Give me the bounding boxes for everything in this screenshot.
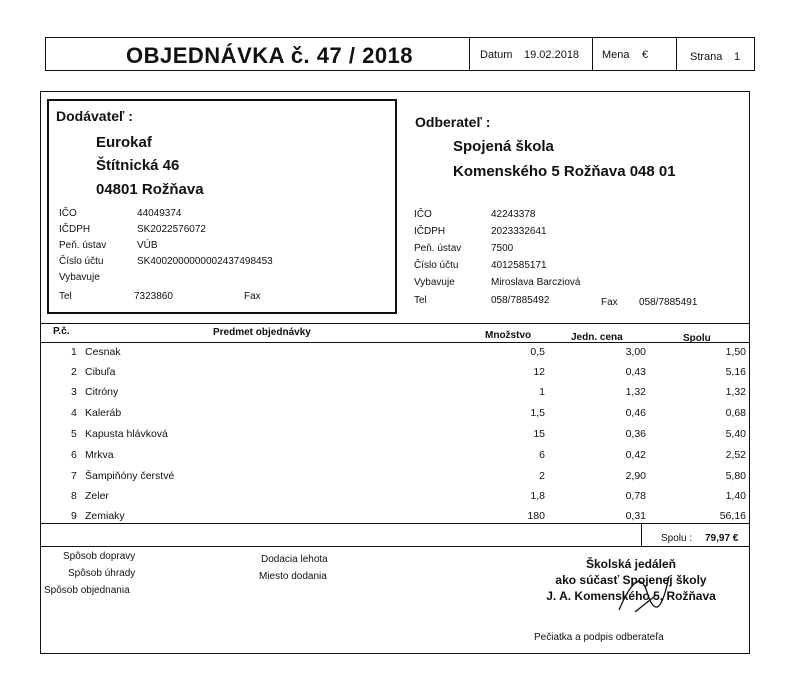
row-total: 5,16	[725, 366, 746, 378]
row-item: Zemiaky	[85, 510, 125, 522]
row-number: 1	[71, 346, 77, 358]
strana-value: 1	[734, 51, 741, 63]
row-item: Šampiňóny čerstvé	[85, 470, 175, 482]
customer-address: Komenského 5 Rožňava 048 01	[453, 163, 676, 180]
row-unit: 0,46	[625, 407, 646, 419]
row-qty: 0,5	[530, 346, 545, 358]
sum-label: Spolu :	[661, 533, 693, 544]
customer-account-label: Číslo účtu	[414, 260, 459, 271]
row-number: 4	[71, 407, 77, 419]
col-header-qty: Množstvo	[485, 330, 532, 341]
row-total: 5,80	[725, 470, 746, 482]
order-frame	[40, 91, 750, 654]
supplier-name: Eurokaf	[96, 134, 152, 151]
mena-value: €	[642, 49, 649, 61]
stamp-line-3: J. A. Komenského 5, Rožňava	[546, 589, 716, 603]
row-unit: 0,78	[625, 490, 646, 502]
signature-scribble	[611, 562, 681, 622]
supplier-icdph-label: IČDPH	[59, 224, 91, 235]
signature-label: Pečiatka a podpis odberateľa	[534, 632, 664, 643]
row-qty: 6	[539, 449, 545, 461]
customer-bank-value: 7500	[491, 243, 514, 254]
row-qty: 180	[527, 510, 545, 522]
header-bar	[45, 37, 755, 71]
customer-tel-label: Tel	[414, 295, 427, 306]
row-qty: 1	[539, 386, 545, 398]
table-row	[41, 383, 749, 403]
col-header-item: Predmet objednávky	[213, 327, 311, 338]
col-header-pc: P.č.	[53, 326, 70, 337]
stamp-line-2: ako súčasť Spojenej školy	[555, 573, 707, 587]
strana-label: Strana	[690, 51, 723, 63]
row-qty: 1,5	[530, 407, 545, 419]
row-qty: 1,8	[530, 490, 545, 502]
supplier-fax-label: Fax	[244, 291, 261, 302]
items-table	[41, 343, 749, 529]
row-total: 56,16	[719, 510, 746, 522]
row-unit: 0,43	[625, 366, 646, 378]
supplier-vybavuje-label: Vybavuje	[59, 272, 100, 283]
customer-vybavuje-label: Vybavuje	[414, 277, 455, 288]
sposob-objednania: Spôsob objednania	[44, 585, 130, 596]
table-row	[41, 404, 749, 424]
row-number: 2	[71, 366, 77, 378]
customer-icdph-value: 2023332641	[491, 226, 547, 237]
row-item: Kapusta hlávková	[85, 428, 168, 440]
row-item: Cesnak	[85, 346, 121, 358]
row-number: 9	[71, 510, 77, 522]
row-total: 1,32	[725, 386, 746, 398]
table-row	[41, 343, 749, 363]
page-title: OBJEDNÁVKA č. 47 / 2018	[126, 43, 414, 68]
sum-value: 79,97 €	[705, 533, 739, 544]
supplier-bank-label: Peň. ústav	[59, 240, 107, 251]
dodacia-lehota: Dodacia lehota	[261, 554, 328, 565]
supplier-city: 04801 Rožňava	[96, 181, 204, 198]
row-total: 5,40	[725, 428, 746, 440]
datum-value: 19.02.2018	[524, 49, 580, 61]
customer-fax-label: Fax	[601, 297, 618, 308]
supplier-icdph-value: SK2022576072	[137, 224, 206, 235]
row-item: Kaleráb	[85, 407, 122, 419]
customer-tel-value: 058/7885492	[491, 295, 550, 306]
col-header-total: Spolu	[683, 333, 711, 344]
row-qty: 12	[533, 366, 545, 378]
row-unit: 2,90	[625, 470, 646, 482]
table-row	[41, 425, 749, 445]
customer-vybavuje-value: Miroslava Barcziová	[491, 277, 581, 288]
row-qty: 15	[533, 428, 545, 440]
row-item: Cibuľa	[85, 366, 116, 378]
row-number: 3	[71, 386, 77, 398]
row-total: 1,50	[725, 346, 746, 358]
row-number: 6	[71, 449, 77, 461]
col-header-unit: Jedn. cena	[571, 332, 623, 343]
supplier-heading: Dodávateľ :	[56, 108, 133, 124]
miesto-dodania: Miesto dodania	[259, 571, 327, 582]
sposob-dopravy: Spôsob dopravy	[63, 551, 136, 562]
mena-label: Mena	[602, 49, 630, 61]
row-unit: 0,36	[625, 428, 646, 440]
row-item: Citróny	[85, 386, 119, 398]
customer-heading: Odberateľ :	[415, 114, 491, 130]
customer-bank-label: Peň. ústav	[414, 243, 462, 254]
row-number: 5	[71, 428, 77, 440]
customer-ico-label: IČO	[414, 209, 432, 220]
customer-name: Spojená škola	[453, 138, 554, 155]
supplier-box	[47, 99, 397, 314]
row-item: Mrkva	[85, 449, 114, 461]
row-total: 0,68	[725, 407, 746, 419]
row-unit: 3,00	[625, 346, 646, 358]
row-item: Zeler	[85, 490, 109, 502]
row-total: 2,52	[725, 449, 746, 461]
supplier-ico-value: 44049374	[137, 208, 182, 219]
supplier-account-label: Číslo účtu	[59, 256, 104, 267]
supplier-tel-value: 7323860	[134, 291, 173, 302]
table-row	[41, 446, 749, 466]
supplier-street: Štítnická 46	[96, 157, 180, 174]
supplier-account-value: SK4002000000002437498453	[137, 256, 273, 267]
sposob-uhrady: Spôsob úhrady	[68, 568, 136, 579]
table-row	[41, 507, 749, 527]
row-unit: 1,32	[625, 386, 646, 398]
row-number: 8	[71, 490, 77, 502]
table-row	[41, 487, 749, 507]
table-row	[41, 363, 749, 383]
customer-fax-value: 058/7885491	[639, 297, 698, 308]
supplier-ico-label: IČO	[59, 208, 77, 219]
datum-label: Datum	[480, 49, 513, 61]
customer-ico-value: 42243378	[491, 209, 536, 220]
row-unit: 0,42	[625, 449, 646, 461]
supplier-bank-value: VÚB	[137, 240, 158, 251]
table-row	[41, 467, 749, 487]
stamp-line-1: Školská jedáleň	[585, 557, 677, 571]
row-total: 1,40	[725, 490, 746, 502]
customer-account-value: 4012585171	[491, 260, 547, 271]
row-qty: 2	[539, 470, 545, 482]
supplier-tel-label: Tel	[59, 291, 72, 302]
row-unit: 0,31	[625, 510, 646, 522]
customer-icdph-label: IČDPH	[414, 226, 446, 237]
row-number: 7	[71, 470, 77, 482]
